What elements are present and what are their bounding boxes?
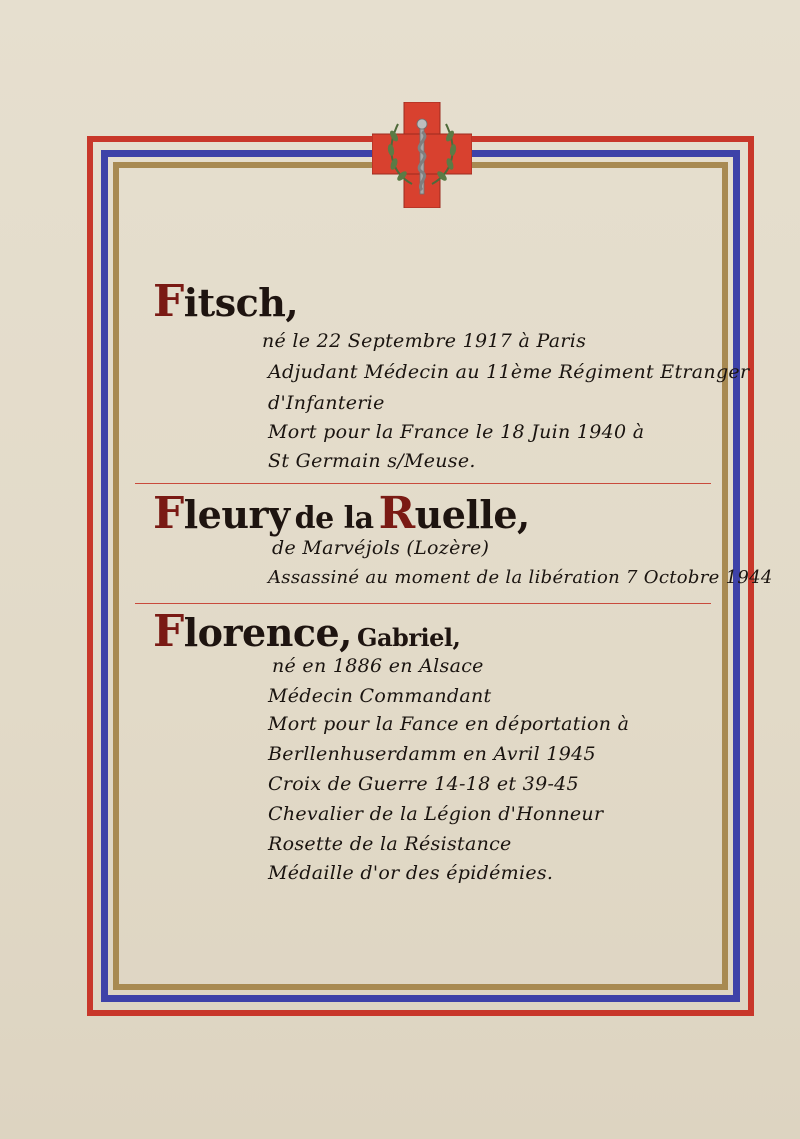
entry-line: Berllenhuserdamm en Avril 1945: [268, 743, 596, 765]
entry-line: Chevalier de la Légion d'Honneur: [268, 803, 604, 825]
entry-name-florence: [153, 606, 460, 657]
entry-line: Mort pour la France le 18 Juin 1940 à: [268, 421, 645, 443]
entry-line: né en 1886 en Alsace: [272, 655, 484, 677]
surname-rest: itsch: [183, 280, 286, 325]
entry-line: Médaille d'or des épidémies.: [268, 862, 554, 884]
surname-rest: lorence: [183, 610, 340, 655]
surname-rest: leury: [183, 492, 290, 537]
entry-line: né le 22 Septembre 1917 à Paris: [262, 330, 587, 352]
entry-line: Mort pour la Fance en déportation à: [268, 713, 630, 735]
entry-line: St Germain s/Meuse.: [268, 450, 476, 472]
divider-line: [135, 603, 711, 604]
surname2-rest: uelle: [414, 492, 518, 537]
name-suffix: ,: [517, 492, 530, 537]
entry-name-fleury-de-la-ruelle: [153, 488, 530, 539]
entry-line: Assassiné au moment de la libération 7 Octobre 1944: [268, 567, 773, 588]
entry-line: Adjudant Médecin au 11ème Régiment Etranger: [268, 361, 750, 383]
entry-line: Médecin Commandant: [268, 685, 492, 707]
entry-name-fitsch: [153, 276, 298, 327]
red-cross-caduceus-laurel-icon: [372, 102, 472, 208]
surname-initial: F: [153, 488, 184, 539]
entry-line: Rosette de la Résistance: [268, 833, 512, 855]
divider-line: [135, 483, 711, 484]
surname-initial: F: [153, 276, 184, 327]
entry-line: Croix de Guerre 14-18 et 39-45: [268, 773, 579, 795]
given-name: Gabriel,: [356, 623, 461, 652]
name-suffix: ,: [339, 610, 352, 655]
entry-line: de Marvéjols (Lozère): [272, 537, 490, 559]
name-suffix: ,: [285, 280, 299, 325]
surname-initial: F: [153, 606, 184, 657]
entry-line: d'Infanterie: [268, 392, 385, 414]
surname2-initial: R: [378, 488, 415, 539]
name-particle: de la: [294, 501, 374, 536]
